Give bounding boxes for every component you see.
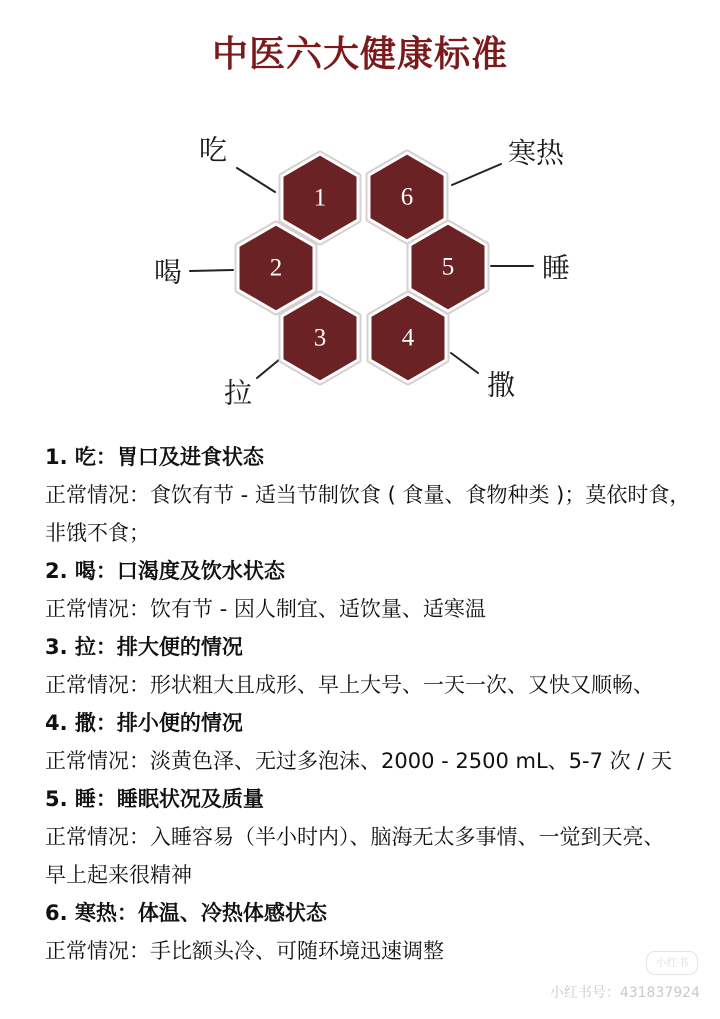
label-la: 拉 — [223, 376, 253, 410]
standard-heading-2: 2. 喝：口渴度及饮水状态 — [45, 559, 285, 583]
hexagon-5-number: 5 — [441, 253, 455, 281]
label-sa: 撒 — [486, 368, 516, 402]
connector-line-chi — [237, 168, 275, 192]
standard-heading-6: 6. 寒热：体温、冷热体感状态 — [45, 901, 327, 925]
standard-6-line-1: 正常情况：手比额头冷、可随环境迅速调整 — [45, 939, 444, 963]
label-chi: 吃 — [198, 133, 228, 167]
standard-heading-3: 3. 拉：排大便的情况 — [45, 635, 243, 659]
watermark-account-id: 小红书号：431837924 — [549, 985, 700, 1001]
standards-list — [45, 438, 715, 970]
standard-2-line-1: 正常情况：饮有节 - 因人制宜、适饮量、适寒温 — [45, 597, 486, 621]
standard-3-line-1: 正常情况：形状粗大且成形、早上大号、一天一次、又快又顺畅、 — [45, 673, 654, 697]
standard-5-line-1: 正常情况：入睡容易（半小时内）、脑海无太多事情、一觉到天亮、 — [45, 825, 665, 849]
standard-4-line-1: 正常情况：淡黄色泽、无过多泡沫、2000 - 2500 mL、5-7 次 / 天 — [45, 749, 673, 773]
hexagon-1 — [282, 154, 358, 242]
hexagon-diagram — [0, 0, 720, 430]
watermark-logo: 小红书 — [646, 951, 698, 975]
standard-1-line-2: 非饿不食； — [45, 521, 150, 545]
hexagon-4-number: 4 — [401, 324, 415, 352]
connector-line-la — [257, 359, 280, 378]
label-hanre: 寒热 — [507, 136, 565, 170]
connector-line-he — [190, 270, 233, 271]
hexagon-3-number: 3 — [313, 324, 327, 352]
standard-heading-4: 4. 撒：排小便的情况 — [45, 711, 243, 735]
hexagon-6 — [369, 153, 445, 241]
hexagon-2 — [238, 224, 314, 312]
hexagon-3 — [282, 294, 358, 382]
connector-line-hanre — [452, 164, 501, 185]
standard-5-line-2: 早上起来很精神 — [45, 863, 192, 887]
hexagon-6-number: 6 — [400, 183, 414, 211]
connector-line-sa — [451, 353, 478, 373]
hexagon-1-number: 1 — [313, 184, 327, 212]
standard-heading-1: 1. 吃：胃口及进食状态 — [45, 445, 264, 469]
hexagon-2-number: 2 — [269, 254, 283, 282]
standard-heading-5: 5. 睡：睡眠状况及质量 — [45, 787, 264, 811]
label-shui: 睡 — [541, 251, 571, 285]
label-he: 喝 — [153, 255, 183, 289]
standard-1-line-1: 正常情况：食饮有节 - 适当节制饮食 ( 食量、食物种类 )；莫依时食， — [45, 483, 691, 507]
page-title: 中医六大健康标准 — [211, 34, 508, 75]
